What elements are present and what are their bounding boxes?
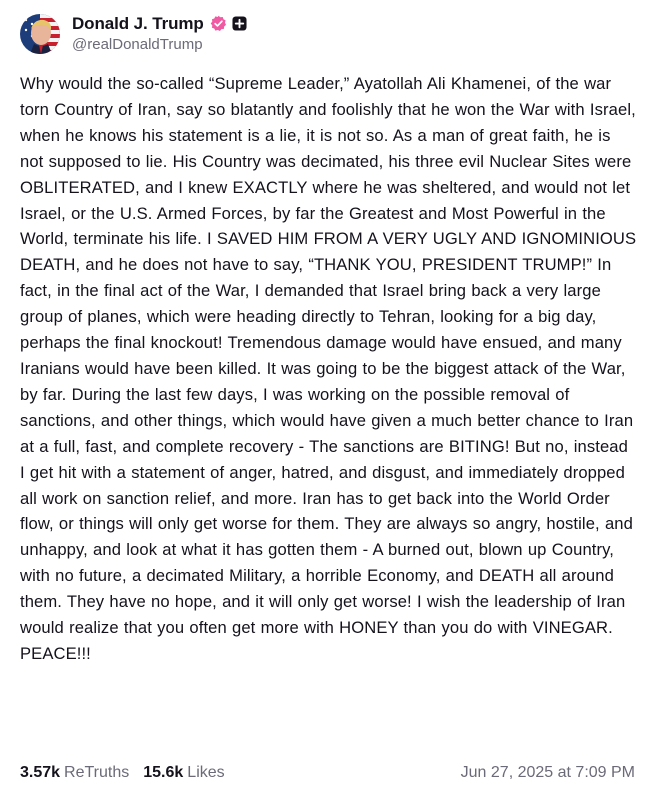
post-header	[20, 12, 637, 56]
avatar-icon	[20, 14, 60, 54]
name-row	[72, 14, 247, 34]
post-timestamp[interactable]: Jun 27, 2025 at 7:09 PM	[460, 764, 635, 781]
post-footer	[20, 762, 635, 784]
author-handle[interactable]: @realDonaldTrump	[72, 35, 203, 53]
likes-stat[interactable]	[143, 762, 224, 784]
retruths-stat[interactable]	[20, 762, 129, 784]
likes-label: Likes	[187, 764, 225, 781]
author-identity	[72, 14, 247, 55]
plus-square-icon[interactable]	[232, 16, 247, 31]
avatar[interactable]	[20, 14, 60, 54]
likes-count: 15.6k	[143, 764, 184, 781]
retruths-count: 3.57k	[20, 764, 61, 781]
display-name[interactable]: Donald J. Trump	[72, 13, 204, 33]
post-body-text: Why would the so-called “Supreme Leader,” Ayatollah Ali Khamenei, of the war torn Country of Iran, say so blatantly and foolishly that he won the War with Israel, when he knows his statement is a lie, it is not so. As a man of great faith, he is not supposed to lie. His Country was decimated, his three evil Nuclear Sites were OBLITERATED, and I knew EXACTLY where he was sheltered, and would not let Israel, or the U.S. Armed Forces, by far the Greatest and Most Powerful in the World, terminate his life. I SAVED HIM FROM A VERY UGLY AND IGNOMINIOUS DEATH, and he does not have to say, “THANK YOU, PRESIDENT TRUMP!” In fact, in the final act of the War, I demanded that Israel bring back a very large group of planes, which were heading directly to Tehran, looking for a big day, perhaps the final knockout! Tremendous damage would have ensued, and many Iranians would have been killed. It was going to be the biggest attack of the War, by far. During the last few days, I was working on the possible removal of sanctions, and other things, which would have given a much better chance to Iran at a full, fast, and complete recovery - The sanctions are BITING! But no, instead I get hit with a statement of anger, hatred, and disgust, and immediately dropped all work on sanction relief, and more. Iran has to get back into the World Order flow, or things will only get worse for them. They are always so angry, hostile, and unhappy, and look at what it has gotten them - A burned out, blown up Country, with no future, a decimated Military, a horrible Economy, and DEATH all around them. They have no hope, and it will only get worse! I wish the leadership of Iran would realize that you often get more with HONEY than you do with VINEGAR. PEACE!!!	[20, 74, 637, 663]
retruths-label: ReTruths	[64, 764, 130, 781]
verified-badge-icon	[210, 15, 227, 32]
